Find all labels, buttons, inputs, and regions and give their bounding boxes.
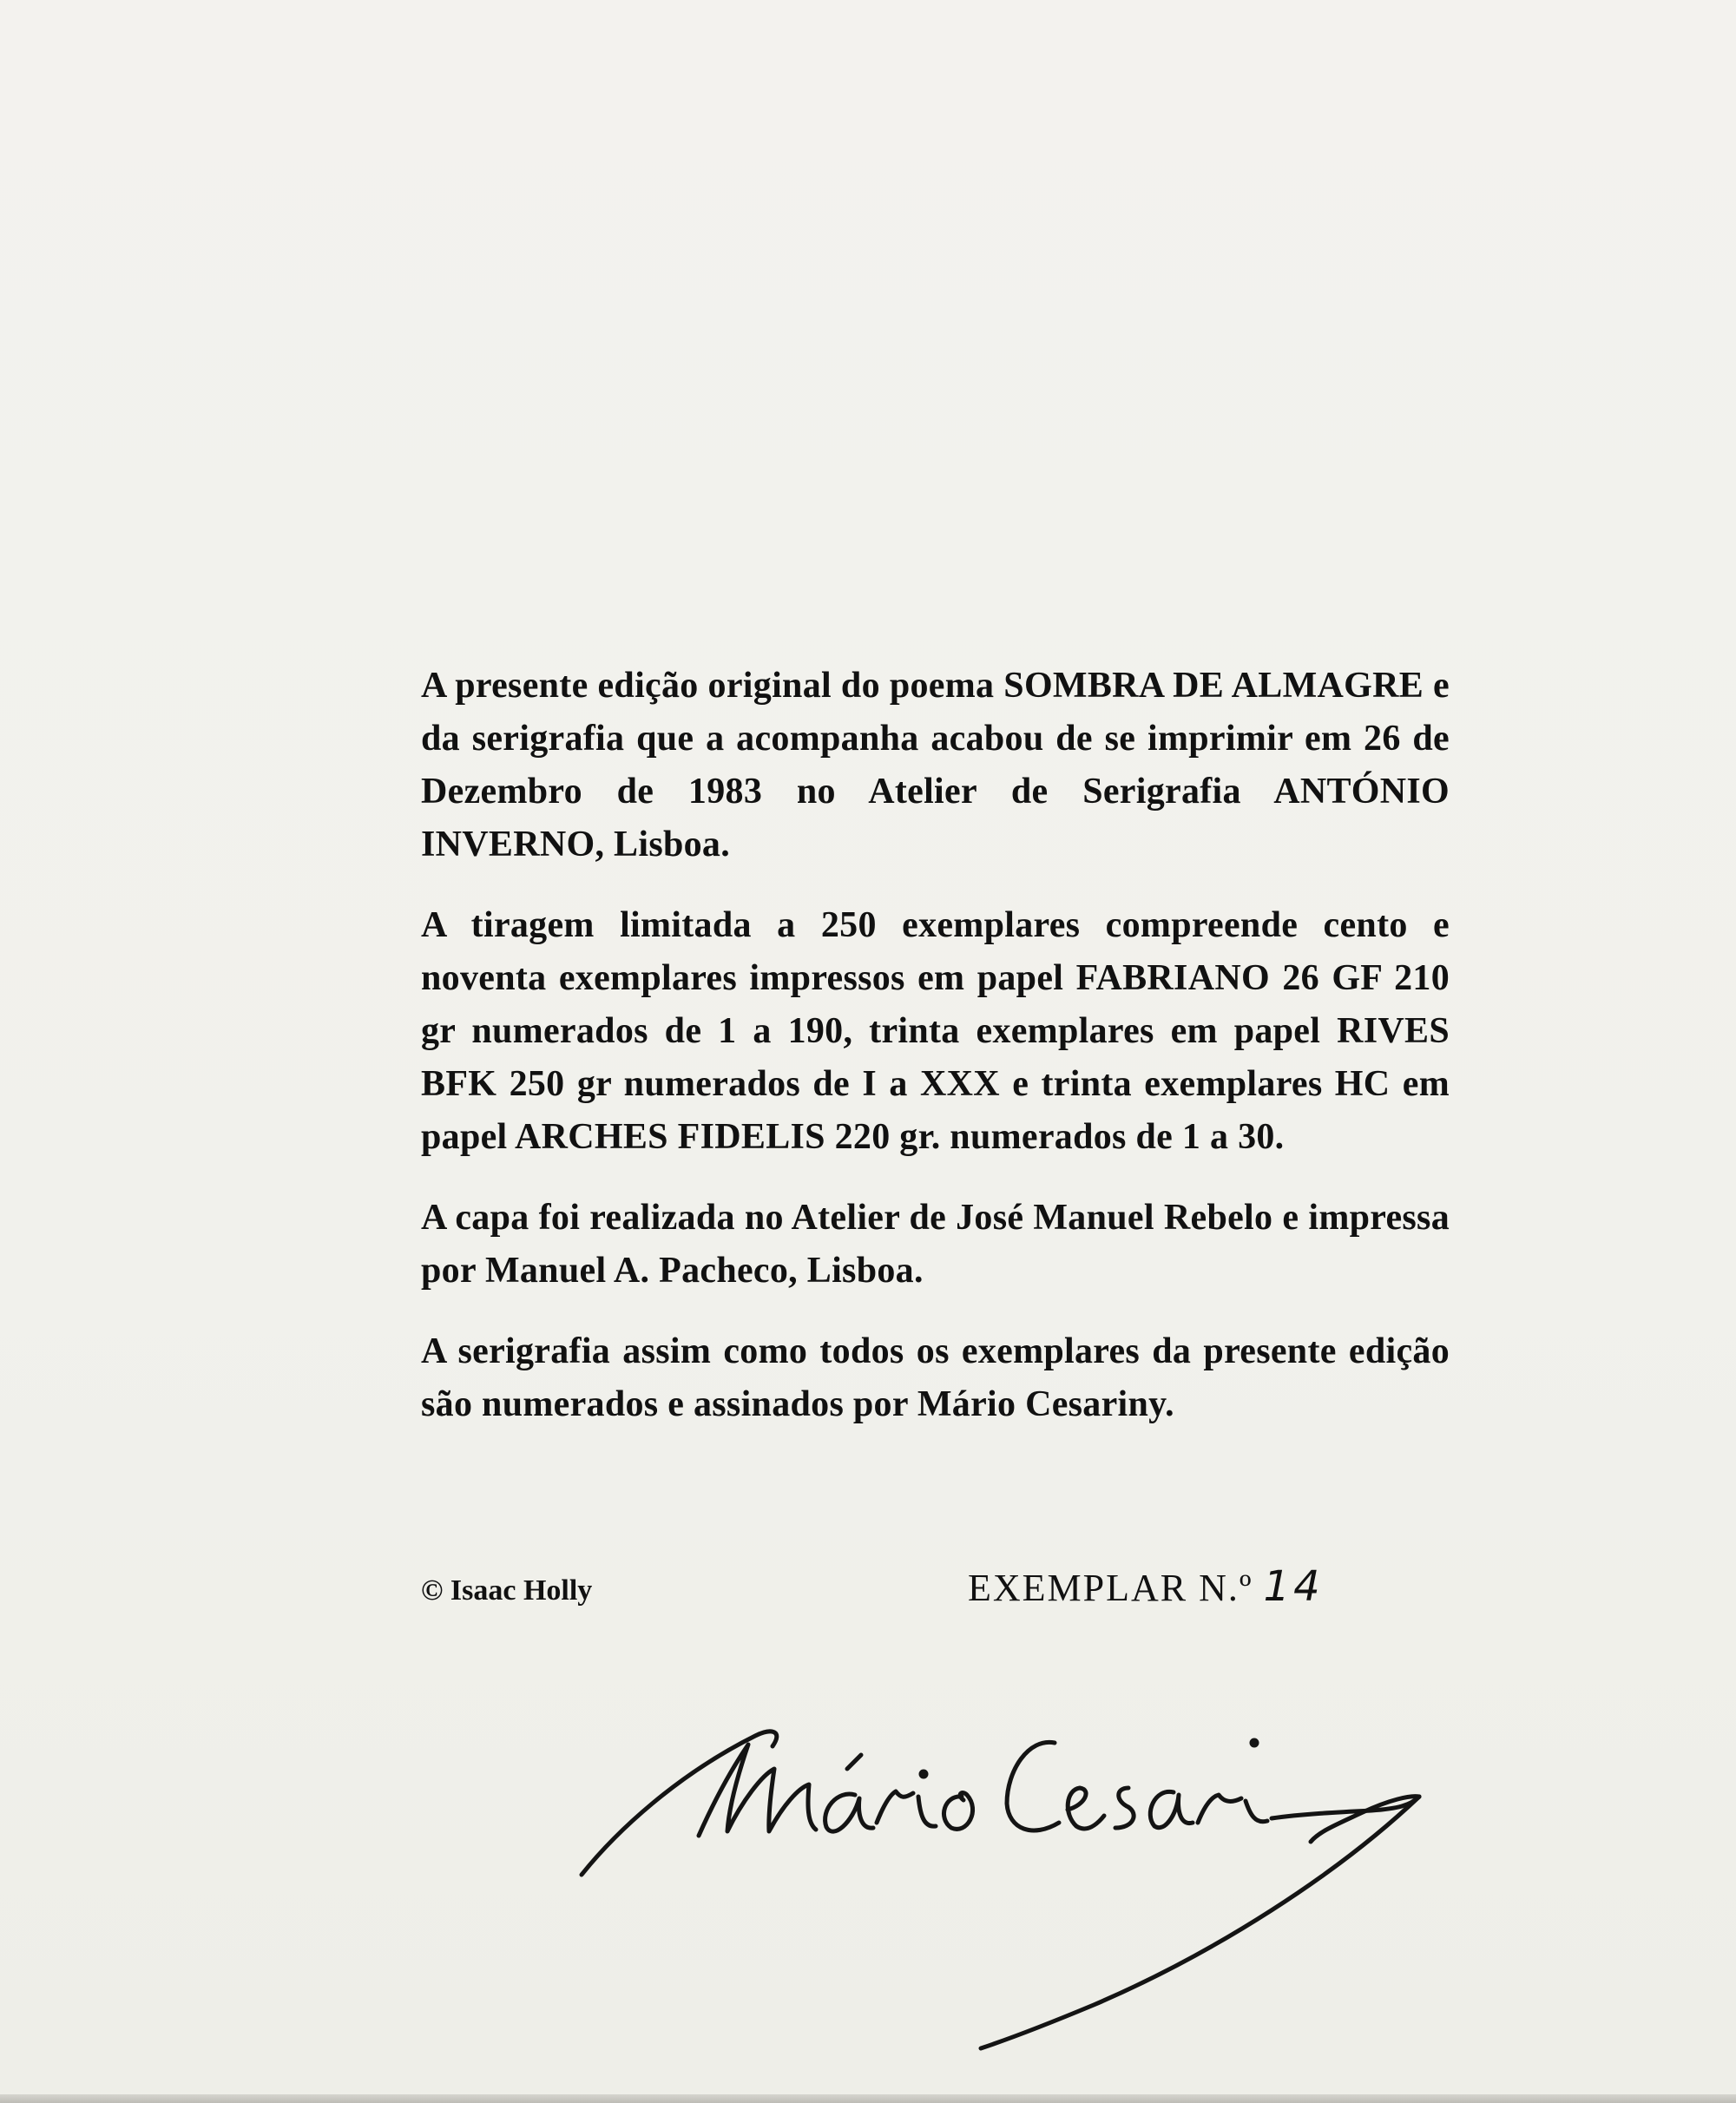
colophon-footer bbox=[421, 1562, 1450, 1614]
handwritten-signature bbox=[556, 1692, 1510, 2074]
exemplar-label: EXEMPLAR N.º bbox=[968, 1567, 1253, 1609]
colophon-text bbox=[421, 660, 1450, 1459]
colophon-paragraph-printing: A presente edição original do poema SOMBRA DE ALMAGRE e da serigrafia que a acompanha acabou de se imprimir em 26 de Dezembro de 1983 no Atelier de Serigrafia ANTÓNIO INVERNO, Lisboa. bbox=[421, 666, 1450, 864]
colophon-paragraph-print-run: A tiragem limitada a 250 exemplares compreende cento e noventa exemplares impressos em papel FABRIANO 26 GF 210 gr numerados de 1 a 190, trinta exemplares em papel RIVES BFK 250 gr numerados de I a XXX e trinta exemplares HC em papel ARCHES FIDELIS 220 gr. numerados de 1 a 30. bbox=[421, 905, 1450, 1157]
exemplar-number-line bbox=[968, 1562, 1324, 1611]
handwritten-exemplar-number: 14 bbox=[1263, 1562, 1324, 1611]
colophon-paragraph-signature-note: A serigrafia assim como todos os exemplares da presente edição são numerados e assinados por Mário Cesariny. bbox=[421, 1331, 1450, 1424]
colophon-paragraph-cover: A capa foi realizada no Atelier de José Manuel Rebelo e impressa por Manuel A. Pacheco, Lisboa. bbox=[421, 1198, 1450, 1291]
page-bottom-edge bbox=[0, 2094, 1736, 2103]
copyright-notice: © Isaac Holly bbox=[421, 1574, 593, 1607]
